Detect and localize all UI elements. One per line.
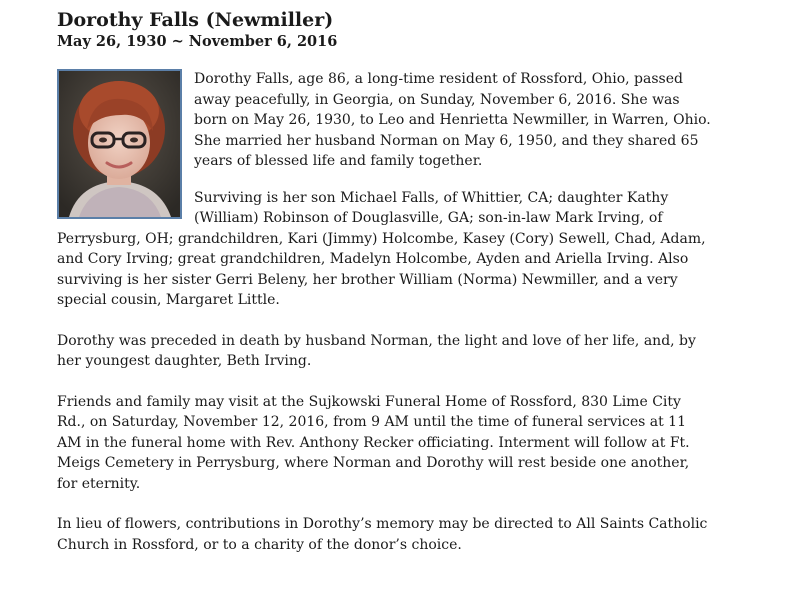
paragraph-survivors: Surviving is her son Michael Falls, of Whittier, CA; daughter Kathy (William) Robinson of Douglasville, GA; son-in-law Mark Irving, of Perrysburg, OH; grandchildren, Kari (Jimmy) Holcombe, Kasey (Cory) Sewell, Chad, Adam, and Cory Irving; great grandchildren, Madelyn Holcombe, Ayden and Ariella Irving. Also surviving is her sister Gerri Beleny, her brother William (Norma) Newmiller, and a very special cousin, Margaret Little.: [57, 189, 706, 308]
paragraph-contributions: In lieu of flowers, contributions in Dorothy’s memory may be directed to All Saints Catholic Church in Rossford, or to a charity of the donor’s choice.: [57, 516, 708, 553]
obituary-body: [57, 69, 713, 575]
life-dates: May 26, 1930 ~ November 6, 2016: [57, 33, 338, 50]
page-title: Dorothy Falls (Newmiller): [57, 9, 334, 31]
portrait-icon: [59, 71, 180, 217]
portrait-photo: [57, 69, 182, 219]
paragraph-preceded: Dorothy was preceded in death by husband Norman, the light and love of her life, and, by her youngest daughter, Beth Irving.: [57, 332, 696, 369]
paragraph-biography: Dorothy Falls, age 86, a long-time resident of Rossford, Ohio, passed away peacefully, in Georgia, on Sunday, November 6, 2016. She was born on May 26, 1930, to Leo and Henrietta Newmiller, in Warren, Ohio. She married her husband Norman on May 6, 1950, and they shared 65 years of blessed life and family together.: [194, 71, 711, 169]
paragraph-services: Friends and family may visit at the Sujkowski Funeral Home of Rossford, 830 Lime City Rd., on Saturday, November 12, 2016, from 9 AM until the time of funeral services at 11 AM in the funeral home with Rev. Anthony Recker officiating. Interment will follow at Ft. Meigs Cemetery in Perrysburg, where Norman and Dorothy will rest beside one another, for eternity.: [57, 393, 690, 492]
